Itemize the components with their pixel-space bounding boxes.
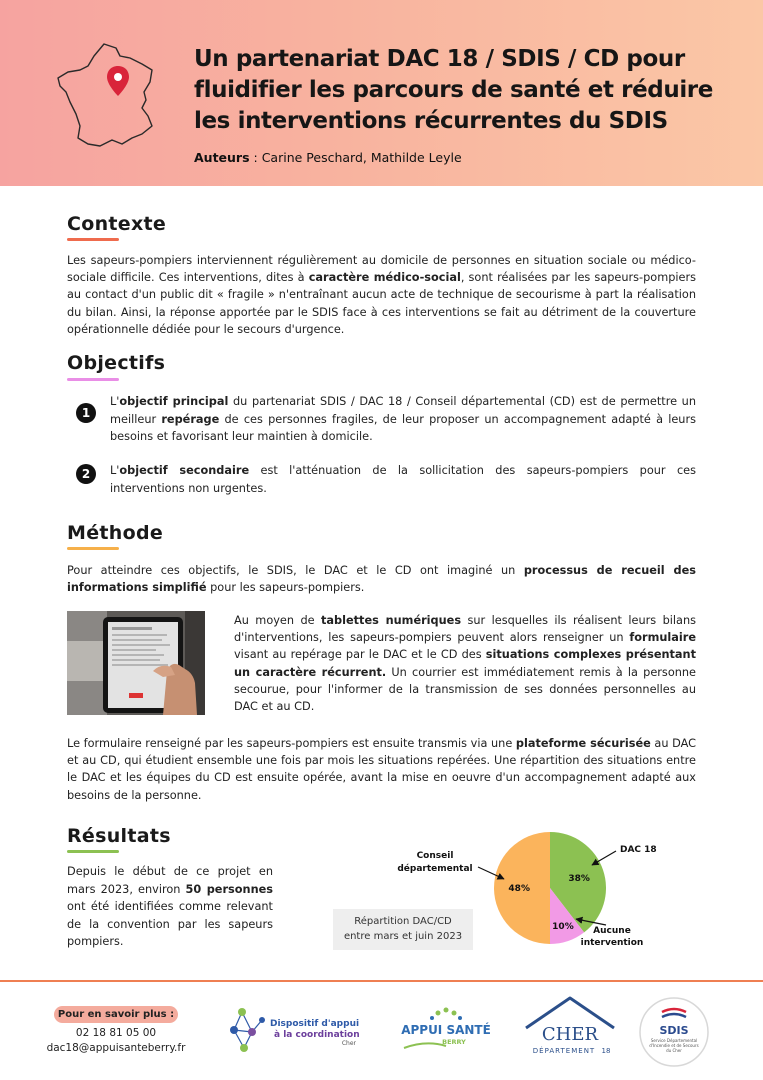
methode-side-text-4: Un courrier est immédiatement remis à la personne secourue, pour l'informer de la transmission de ses données personnelles au DAC et au CD. (234, 665, 696, 714)
contexte-text-2: , sont réalisées par les sapeurs-pompiers au contact d'un public dit « fragile » n'entraînant aucun acte de technique de secourisme à part la réalisation du bilan. Ainsi, la réponse apportée par le SDIS face à ces interventions se fait au détriment de la couverture opérationnelle dédiée pour le secours d'urgence. (67, 271, 697, 336)
objective-1-text-c: de ces personnes fragiles, de leur proposer un accompagnement adapté à leurs besoins et favorisant leur maintien à domicile. (110, 412, 696, 444)
objective-1-bold-a: objectif principal (119, 395, 229, 408)
objective-1-bold-b: repérage (161, 412, 220, 426)
methode-side-bold-2: formulaire (629, 631, 696, 645)
objectifs-underline (67, 378, 119, 381)
dac-logo-line-1: Dispositif d'appui (270, 1019, 360, 1029)
dac-logo-line-2: à la coordination (274, 1030, 360, 1040)
chart-caption-line-2: entre mars et juin 2023 (343, 931, 463, 942)
methode-side-text-3: visant au repérage par le DAC et le CD des (234, 648, 486, 662)
methode-intro-bold: processus de recueil des informations simplifié (67, 564, 697, 595)
resultats-underline (67, 850, 119, 853)
pie-value-conseil: 48% (508, 884, 530, 894)
methode-bottom-bold: plateforme sécurisée (515, 737, 651, 750)
pie-label-aucune-line-1: Aucune (593, 926, 631, 936)
authors-separator: : (249, 150, 262, 165)
objective-text-1 (110, 393, 696, 446)
chart-caption-line-1: Répartition DAC/CD (354, 916, 452, 927)
authors-label: Auteurs (194, 150, 250, 165)
pie-label-dac: DAC 18 (620, 845, 657, 855)
methode-intro-text-2: pour les sapeurs-pompiers. (206, 581, 365, 595)
section-title-contexte: Contexte (67, 213, 167, 235)
objective-1-text-a: L' (110, 395, 120, 408)
methode-underline (67, 547, 119, 550)
cher-departement-logo (520, 996, 620, 1056)
section-title-methode: Méthode (67, 522, 164, 544)
objective-2-bold-a: objectif secondaire (119, 464, 250, 477)
objective-2-text-b: est l'atténuation de la sollicitation des sapeurs-pompiers pour ces interventions non urgentes. (110, 464, 696, 495)
methode-intro (67, 562, 696, 596)
appui-logo-line-1: APPUI SANTÉ (401, 1023, 491, 1037)
resultats-paragraph (67, 863, 273, 951)
authors-names: Carine Peschard, Mathilde Leyle (261, 150, 462, 165)
cher-logo-number: 18 (601, 1047, 611, 1055)
pie-label-conseil-line-2: départemental (397, 864, 473, 874)
resultats-text-1: Depuis le début de ce projet en mars 2023, environ (67, 865, 273, 896)
sdis-logo-line-4: du Cher (666, 1048, 682, 1053)
poster-title: Un partenariat DAC 18 / SDIS / CD pour fluidifier les parcours de santé et réduire les interventions récurrentes du SDIS (194, 46, 713, 134)
pie-value-dac: 38% (568, 874, 590, 885)
appui-sante-berry-logo (396, 1004, 496, 1054)
footer-divider (0, 980, 763, 982)
sdis-logo-name: SDIS (659, 1024, 689, 1037)
methode-intro-text-1: Pour atteindre ces objectifs, le SDIS, le DAC et le CD ont imaginé un (67, 564, 524, 577)
methode-side-paragraph (234, 612, 696, 715)
contact-email[interactable]: dac18@appuisanteberry.fr (46, 1042, 186, 1054)
sdis-logo-line-2: Service Départemental (650, 1038, 698, 1043)
contexte-paragraph (67, 252, 696, 338)
authors-line (194, 150, 462, 165)
france-map-pin-icon (56, 40, 160, 152)
contexte-bold-1: caractère médico-social (308, 271, 461, 285)
objective-2-text-a: L' (110, 464, 120, 477)
methode-side-text-1: Au moyen de (234, 614, 321, 627)
resultats-text-2: ont été identifiées comme relevant de la convention par les sapeurs pompiers. (67, 900, 273, 949)
methode-side-text-2: sur lesquelles ils réalisent leurs bilans d'interventions, les sapeurs-pompiers peuvent alors renseigner un (234, 614, 696, 645)
pie-label-aucune-line-2: intervention (580, 938, 644, 948)
contexte-text-1: Les sapeurs-pompiers interviennent régulièrement au domicile de personnes en situation sociale ou médico-sociale difficile. Ces interventions, dites à (67, 254, 696, 285)
methode-bottom-text-1: Le formulaire renseigné par les sapeurs-pompiers est ensuite transmis via une (67, 737, 516, 750)
contexte-underline (67, 238, 119, 241)
cher-logo-departement: DÉPARTEMENT (532, 1047, 596, 1055)
objective-number-2: 2 (76, 464, 96, 484)
tablet-photo-illustration (67, 611, 205, 715)
methode-bottom-paragraph (67, 735, 696, 804)
distribution-pie-chart (380, 825, 670, 955)
dac-logo-line-3: Cher (341, 1040, 356, 1047)
objective-number-1: 1 (76, 403, 96, 423)
contact-phone[interactable]: 02 18 81 05 00 (75, 1027, 157, 1039)
sdis-cher-logo (636, 994, 712, 1070)
sdis-logo-line-3: d'Incendie et de Secours (649, 1043, 699, 1048)
section-title-objectifs: Objectifs (67, 352, 166, 374)
methode-bottom-text-2: au DAC et au CD, qui étudient ensemble une fois par mois les situations repérées. Une répartition des situations entre le DAC et les équipes du CD est ensuite opérée, avant la mise en oeuvre d'un accompagnement adapté aux besoins de la personne. (67, 737, 697, 802)
appui-logo-line-2: BERRY (442, 1038, 466, 1046)
resultats-bold: 50 personnes (185, 882, 273, 896)
more-info-badge: Pour en savoir plus : (54, 1006, 178, 1023)
objective-text-2 (110, 462, 696, 497)
pie-value-aucune: 10% (552, 922, 574, 933)
pie-label-conseil-line-1: Conseil (416, 851, 454, 861)
methode-side-bold-3: situations complexes présentant un caractère récurrent. (234, 648, 696, 679)
dac-cher-logo (222, 1002, 372, 1058)
poster-header (0, 0, 763, 186)
section-title-resultats: Résultats (67, 825, 171, 847)
cher-logo-name: CHER (541, 1024, 599, 1045)
tablet-photo (67, 611, 205, 715)
methode-side-bold-1: tablettes numériques (321, 614, 462, 627)
objective-1-text-b: du partenariat SDIS / DAC 18 / Conseil départemental (CD) est de permettre un meilleur (110, 395, 696, 426)
